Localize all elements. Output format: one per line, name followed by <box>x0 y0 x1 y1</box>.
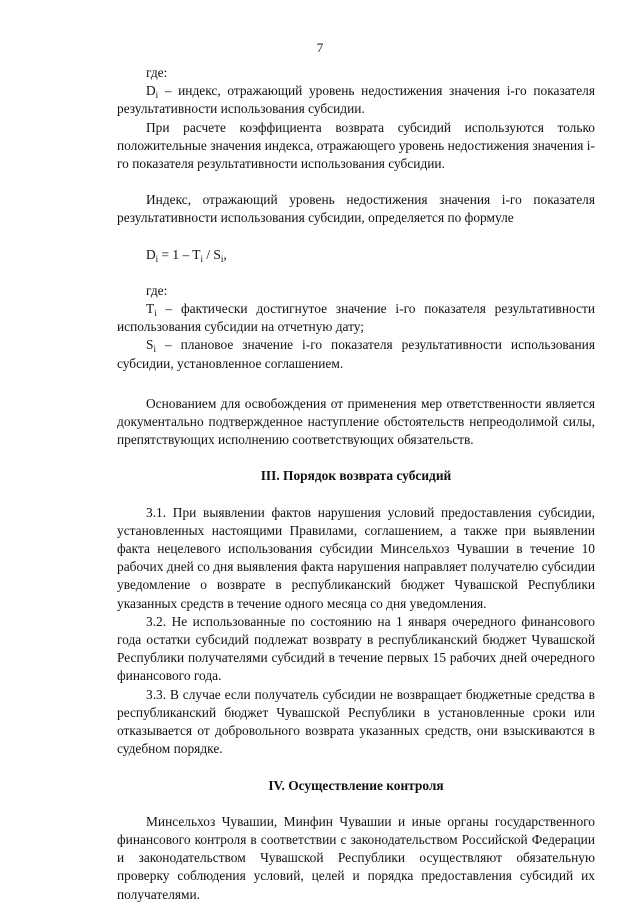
formula-div: / S <box>202 246 221 262</box>
formula <box>117 246 595 264</box>
t-definition <box>117 300 595 336</box>
formula-mid: = 1 – T <box>158 246 201 262</box>
section-4-title: IV. Осуществление контроля <box>268 777 444 793</box>
t-subscript: i <box>154 308 157 319</box>
s-subscript: i <box>153 344 156 355</box>
page-number: 7 <box>316 40 324 55</box>
t-symbol: T <box>146 301 155 317</box>
s-definition-text: – плановое значение i-го показателя результативности использования субсидии, установленное соглашением. <box>117 337 595 371</box>
d-symbol: D <box>146 83 156 99</box>
clause-3-1: 3.1. При выявлении фактов нарушения условий предоставления субсидии, установленных настоящими Правилами, соглашением, а также при выявлении факта нецелевого использования субсидии Минсельхоз Чувашии в течение 10 рабочих дней со дня выявления факта нарушения направляет получателю субсидии уведомление о возврате в республиканский бюджет Чувашской Республики указанных средств в течение одного месяца со дня уведомления. <box>117 504 595 611</box>
formula-d: D <box>146 246 156 262</box>
force-majeure-paragraph: Основанием для освобождения от применения мер ответственности является документально подтвержденное наступление обстоятельств непреодолимой силы, препятствующих исполнению соответствующих обязательств. <box>117 395 595 448</box>
s-symbol: S <box>146 337 154 353</box>
where-label-2: где: <box>146 282 168 298</box>
control-paragraph: Минсельхоз Чувашии, Минфин Чувашии и иные органы государственного финансового контроля в соответствии с законодательством Российской Федерации и законодательством Чувашской Республики осуществляют обязательную проверку соблюдения условий, целей и порядка предоставления субсидий их получателями. <box>117 813 595 902</box>
formula-t-sub: i <box>200 253 203 264</box>
clause-3-3: 3.3. В случае если получатель субсидии не возвращает бюджетные средства в республиканский бюджет Чувашской Республики в установленные сроки или отказывается от добровольного возврата указанных средств, они взыскиваются в судебном порядке. <box>117 686 595 757</box>
positive-values-paragraph: При расчете коэффициента возврата субсидий используются только положительные значения индекса, отражающего уровень недостижения значения i-го показателя результативности использования субсидии. <box>117 119 595 172</box>
clause-3-2: 3.2. Не использованные по состоянию на 1 января очередного финансового года остатки субсидий подлежат возврату в республиканский бюджет Чувашской Республики получателями субсидий в течение первых 15 рабочих дней очередного финансового года. <box>117 613 595 684</box>
d-subscript: i <box>155 90 159 101</box>
formula-end: , <box>223 246 227 262</box>
d-definition-text: – индекс, отражающий уровень недостижения значения i-го показателя результативности использования субсидии. <box>117 83 595 117</box>
index-formula-intro: Индекс, отражающий уровень недостижения значения i-го показателя результативности использования субсидии, определяется по формуле <box>117 192 595 226</box>
page-content <box>117 64 595 904</box>
where-label-1: где: <box>146 65 168 80</box>
formula-d-sub: i <box>155 253 159 264</box>
s-definition <box>117 336 595 372</box>
t-definition-text: – фактически достигнутое значение i-го показателя результативности использования субсидии на отчетную дату; <box>117 301 595 335</box>
formula-s-sub: i <box>220 253 224 264</box>
section-3-title: III. Порядок возврата субсидий <box>260 468 452 484</box>
d-definition <box>117 82 595 118</box>
